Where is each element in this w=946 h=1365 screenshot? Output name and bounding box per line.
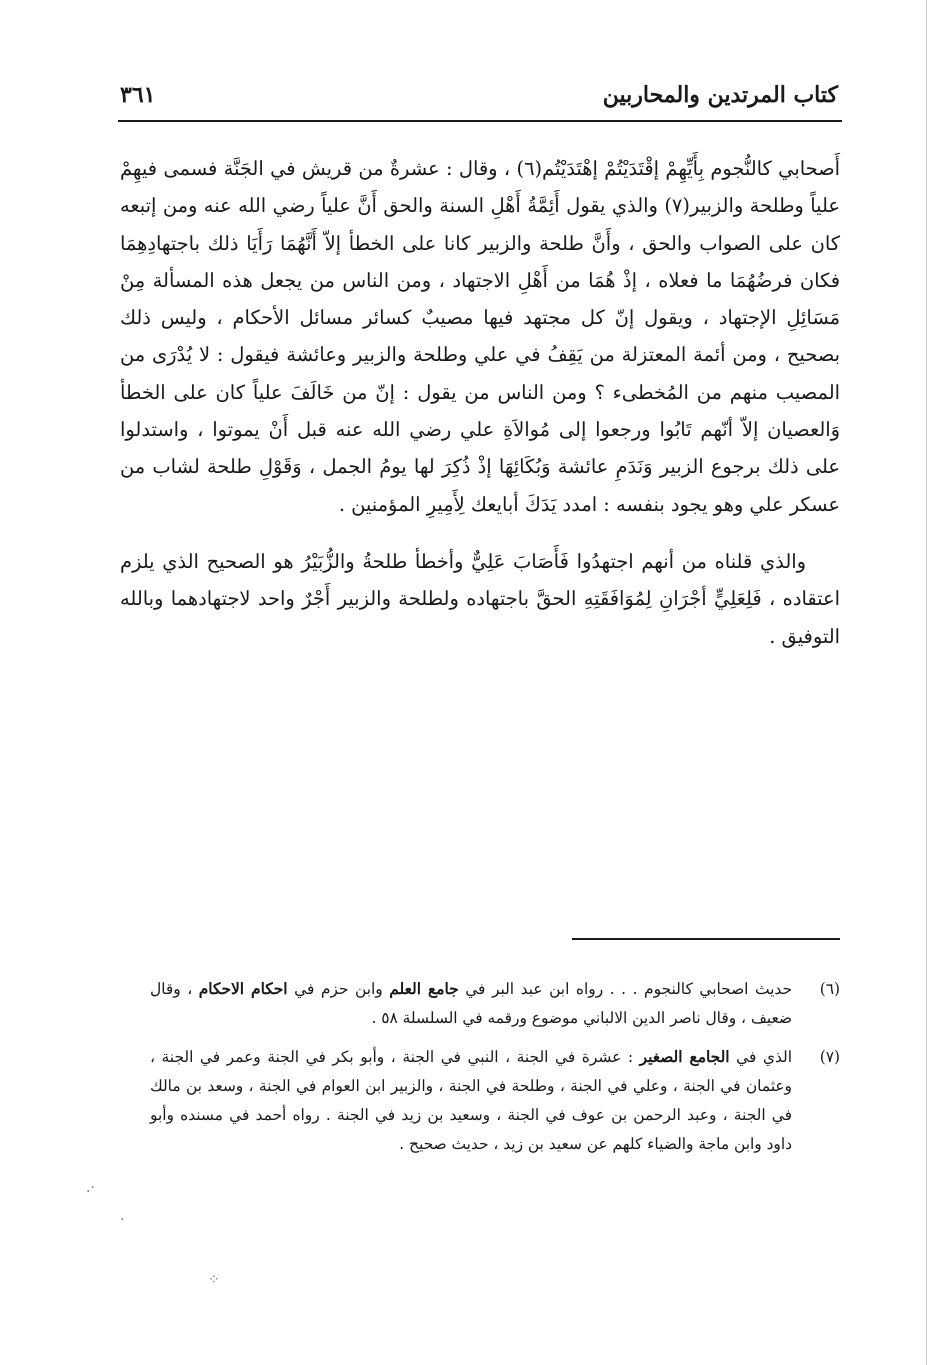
page-number: ٣٦١ xyxy=(120,82,156,108)
page-header xyxy=(120,82,838,116)
footnote-6 xyxy=(150,975,840,1033)
footnote-tail: : عشرة في الجنة ، النبي في الجنة ، وأبو بكر في الجنة وعمر في الجنة ، وعثمان في الجنة ، وعلي في الجنة ، وطلحة في الجنة ، والزبير ابن العوام في الجنة ، وسعد بن مالك في الجنة ، وعبد الرحمن بن عوف في الجنة ، وسعيد بن زيد في الجنة . رواه أحمد في مسنده وأبو داود وابن ماجة والضياء كلهم عن سعيد بن زيد ، حديث صحيح . xyxy=(150,1048,792,1153)
footnote-number: (٧) xyxy=(819,1048,840,1066)
page-edge-line xyxy=(926,0,927,1365)
footnote-number: (٦) xyxy=(819,980,840,998)
footnote-bold-source: جامع العلم xyxy=(389,980,459,998)
footnote-7 xyxy=(150,1043,840,1159)
scan-speck: ⁘ xyxy=(208,1272,220,1288)
footnote-text xyxy=(150,980,792,1027)
footnote-bold-source: الجامع الصغير xyxy=(639,1048,730,1066)
book-title: كتاب المرتدين والمحاربين xyxy=(602,82,838,108)
header-rule xyxy=(118,120,842,122)
main-text xyxy=(120,150,840,655)
footnote-middle: وابن حزم في xyxy=(287,980,390,998)
paragraph: والذي قلناه من أنهم اجتهدُوا فَأَصَابَ عَلِيٌّ وأخطأ طلحةُ والزُّبَيْرُ هو الصحيح الذي يلزم اعتقاده ، فَلِعَلِيٍّ أجْرَانِ لِمُوَافَقَتِهِ الحقَّ باجتهاده ولطلحة والزبير أَجْرٌ واحد لاجتهادهما وبالله التوفيق . xyxy=(120,549,840,648)
paragraph: أَصحابي كالنُّجوم بِأَيِّهِمْ إقْتَدَيْتُمْ إهْتَدَيْتُم(٦) ، وقال : عشرةٌ من قريش في الجَنَّة فسمى فيهِمْ علياً وطلحة والزبير(٧) والذي يقول أَئِمَّةُ أَهْلِ السنة والحق أَنَّ علياً رضي الله عنه ومن إتبعه كان على الصواب والحق ، وأَنَّ طلحة والزبير كانا على الخطأ إلاّ أَنَّهُمَا رَأَيَا ذلك باجتهادِهِمَا فكان فرضُهُمَا ما فعلاه ، إذْ هُمَا من أَهْلِ الاجتهاد ، ومن الناس من يجعل هذه المسألة مِنْ مَسَائِلِ الإجتهاد ، ويقول إنّ كل مجتهد فيها مصيبٌ كسائر مسائل الأحكام ، وليس ذلك بصحيح ، ومن أئمة المعتزلة من يَقِفُ في علي وطلحة والزبير وعائشة فيقول : لا يُدْرَى من المصيب منهم من المُخطىء ؟ ومن الناس من يقول : إنّ من خَالَفَ علياً كان على الخطأ وَالعصيان إلاّ أنّهم تَابُوا ورجعوا إلى مُوالاَةِ علي رضي الله عنه قبل أَنْ يموتوا ، واستدلوا على ذلك برجوع الزبير وَنَدَمِ عائشة وَبُكَائِهَا إذْ ذُكِرَ لها يومُ الجمل ، وَقَوْلِ طلحة لشاب من عسكر علي وهو يجود بنفسه : امدد يَدَكَ أبايعك لِأَمِيرِ المؤمنين . xyxy=(120,157,841,516)
footnote-tail: ، وقال ضعيف ، وقال ناصر الدين الالباني موضوع ورقمه في السلسلة ٥٨ . xyxy=(150,980,792,1027)
footnote-lead: حديث اصحابي كالنجوم . . . رواه ابن عبد البر في xyxy=(458,980,792,998)
footnotes xyxy=(150,975,840,1169)
footnote-bold-source: احكام الاحكام xyxy=(198,980,288,998)
scan-speck: ·. xyxy=(86,1180,95,1196)
footnote-separator xyxy=(572,938,840,940)
footnote-text xyxy=(150,1048,792,1153)
footnote-lead: الذي في xyxy=(729,1048,793,1066)
scan-speck: · xyxy=(120,1212,125,1228)
